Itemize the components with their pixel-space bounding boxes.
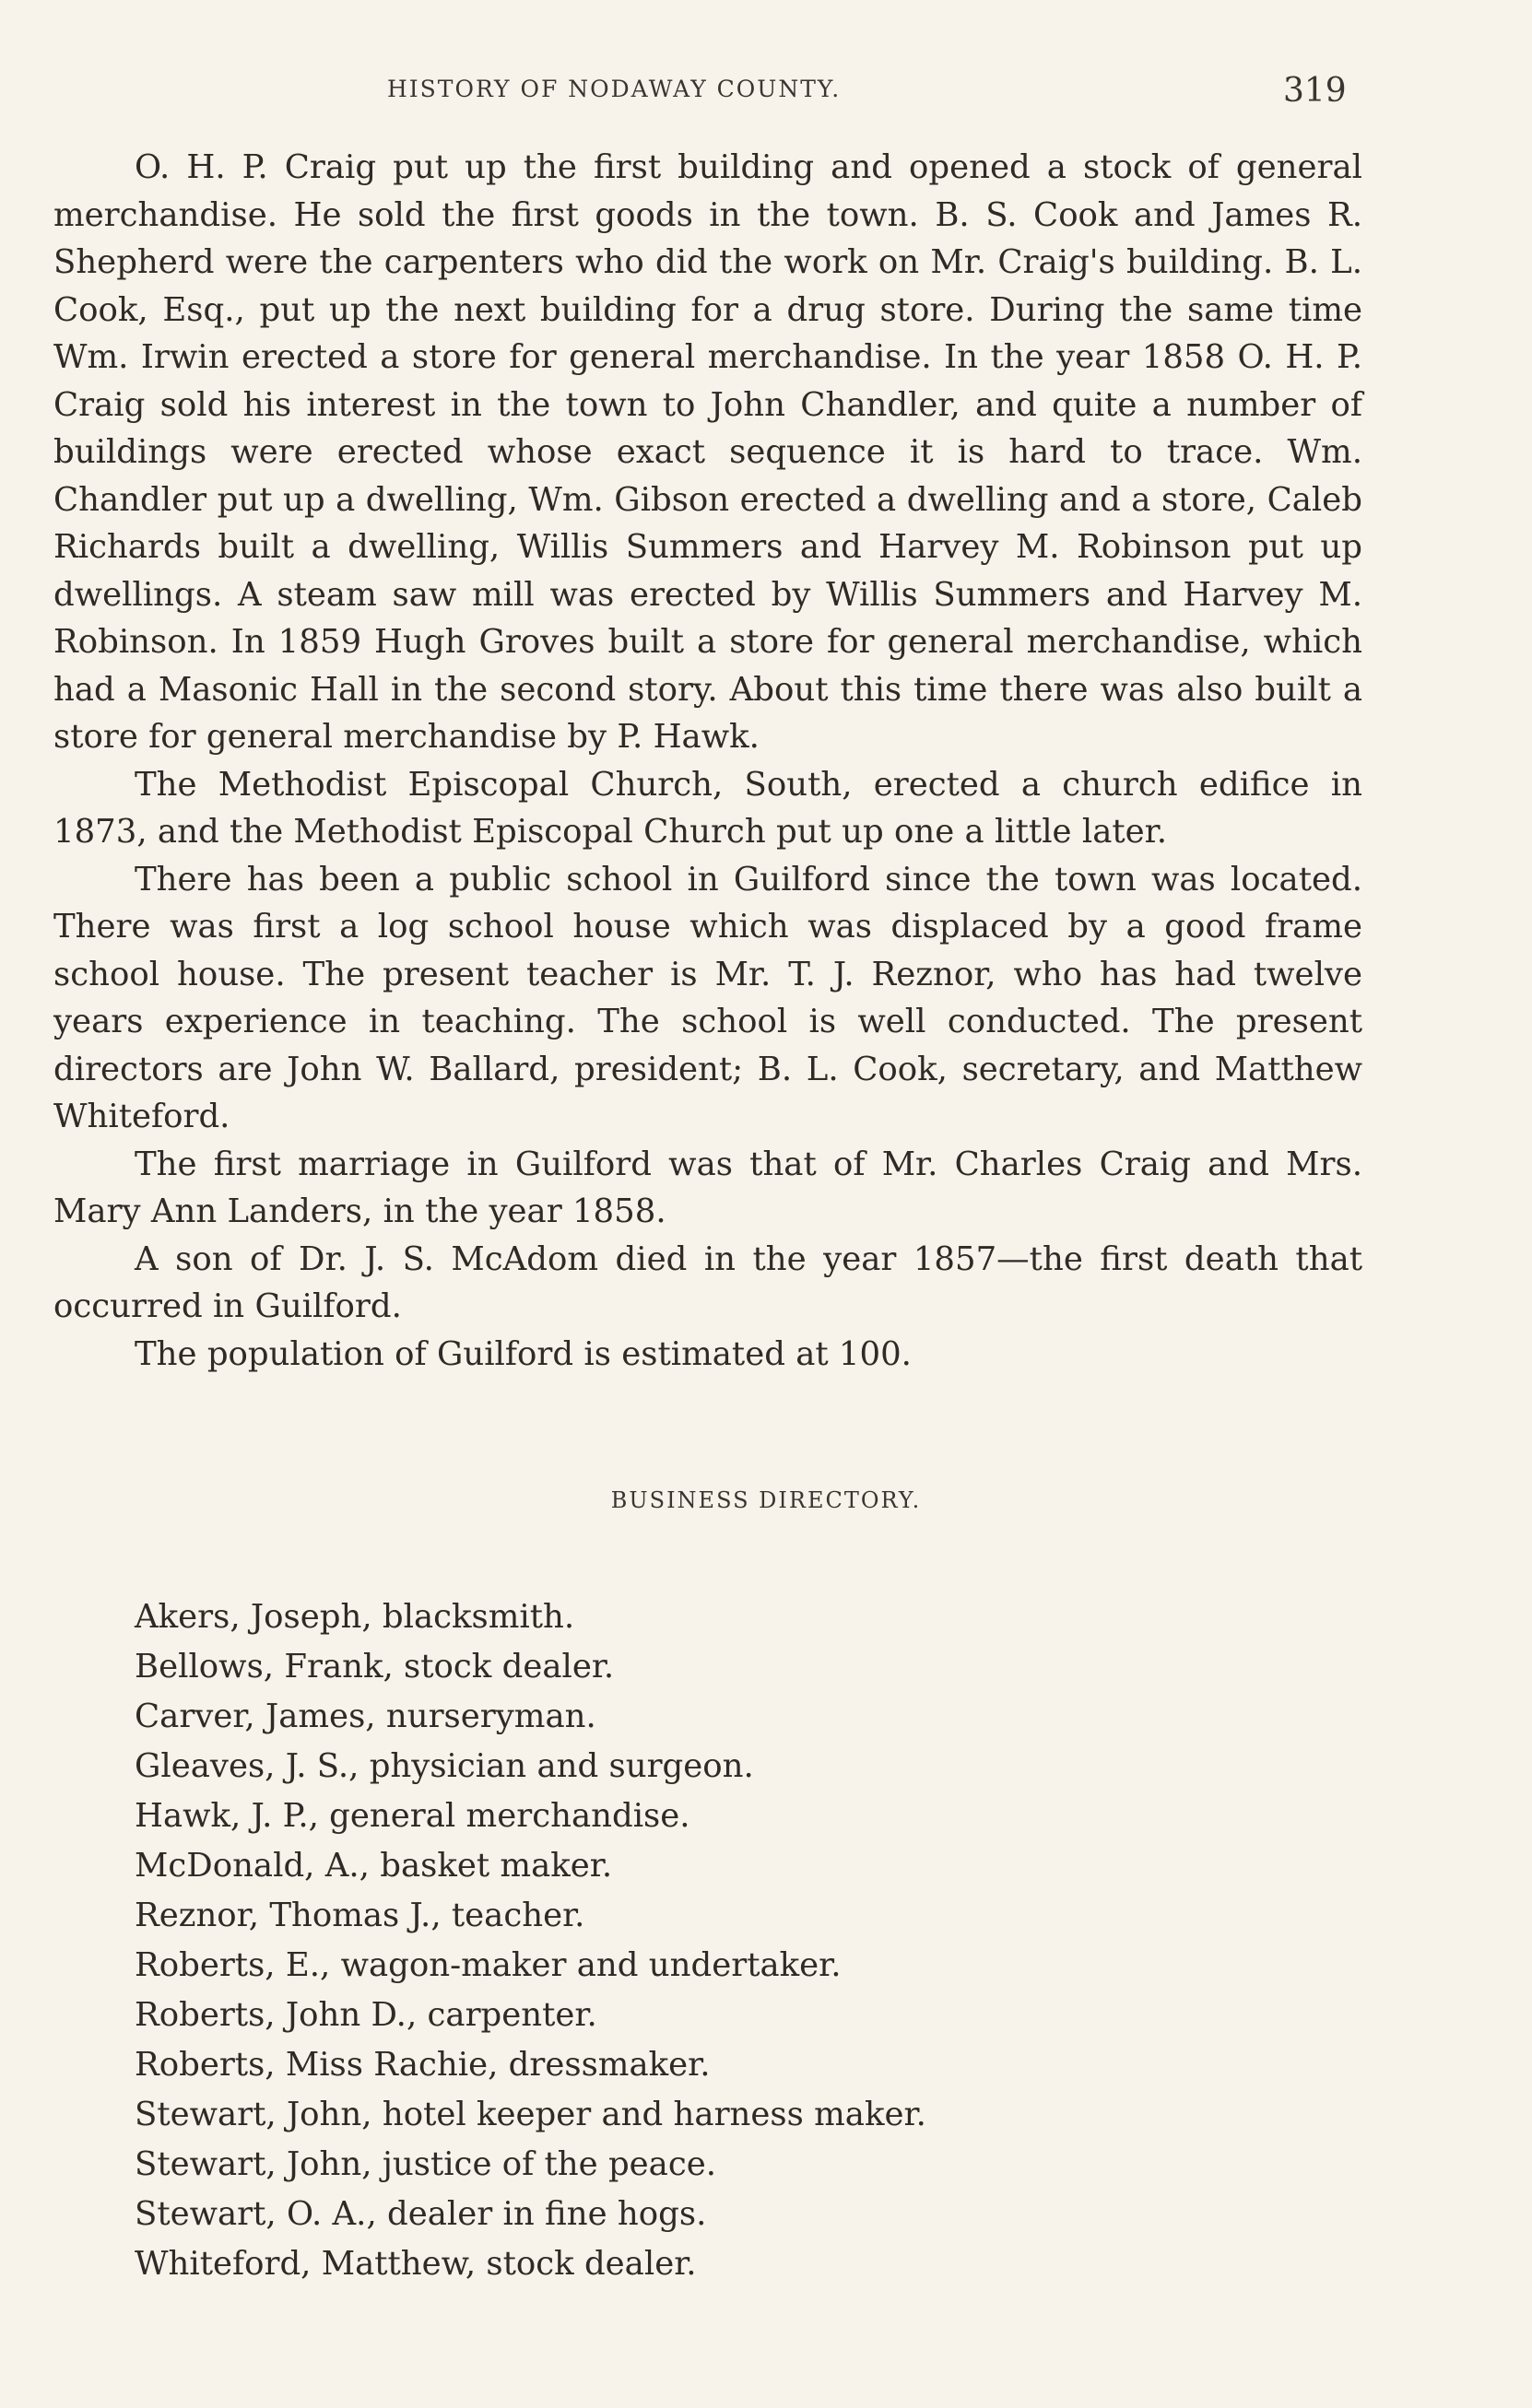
paragraph-churches: The Methodist Episcopal Church, South, erected a church edifice in 1873, and the Methodist Episcopal Church put up one a little later. [53, 765, 1362, 851]
list-item: Akers, Joseph, blacksmith. [135, 1598, 575, 1636]
paragraph-population: The population of Guilford is estimated at 100. [135, 1334, 912, 1373]
list-item: Roberts, Miss Rachie, dressmaker. [135, 2046, 711, 2084]
paragraph-first-death: A son of Dr. J. S. McAdom died in the year 1857—the first death that occurred in Guilford. [53, 1239, 1362, 1325]
list-item: Stewart, John, justice of the peace. [135, 2145, 717, 2183]
list-item: Roberts, John D., carpenter. [135, 1996, 597, 2034]
list-item: Stewart, John, hotel keeper and harness maker. [135, 2096, 926, 2133]
list-item: McDonald, A., basket maker. [135, 1847, 613, 1885]
list-item: Carver, James, nurseryman. [135, 1697, 596, 1735]
business-directory-list [135, 1592, 1241, 2289]
running-head: HISTORY OF NODAWAY COUNTY. [387, 76, 842, 102]
list-item: Stewart, O. A., dealer in fine hogs. [135, 2195, 707, 2233]
list-item: Hawk, J. P., general merchandise. [135, 1797, 690, 1835]
paragraph-school: There has been a public school in Guilford since the town was located. There was first a log school house which was displaced by a good frame school house. The present teacher is Mr. T. J. Reznor, who has had twelve years experience in teaching. The school is well conducted. The present directors are John W. Ballard, president; B. L. Cook, secretary, and Matthew Whiteford. [53, 860, 1362, 1135]
page-header [0, 72, 1532, 112]
page-number: 319 [1283, 72, 1347, 110]
list-item: Bellows, Frank, stock dealer. [135, 1648, 615, 1686]
list-item: Whiteford, Matthew, stock dealer. [135, 2245, 697, 2283]
list-item: Roberts, E., wagon-maker and undertaker. [135, 1946, 842, 1984]
paragraph-first-marriage: The first marriage in Guilford was that of Mr. Charles Craig and Mrs. Mary Ann Landers, in the year 1858. [53, 1145, 1362, 1230]
list-item: Gleaves, J. S., physician and surgeon. [135, 1747, 754, 1785]
body-text [53, 144, 1362, 1378]
paragraph-buildings: O. H. P. Craig put up the first building and opened a stock of general merchandise. He sold the first goods in the town. B. S. Cook and James R. Shepherd were the carpenters who did the work on Mr. Craig's building. B. L. Cook, Esq., put up the next building for a drug store. During the same time Wm. Irwin erected a store for general merchandise. In the year 1858 O. H. P. Craig sold his interest in the town to John Chandler, and quite a number of buildings were erected whose exact sequence it is hard to trace. Wm. Chandler put up a dwelling, Wm. Gibson erected a dwelling and a store, Caleb Richards built a dwelling, Willis Summers and Harvey M. Robinson put up dwellings. A steam saw mill was erected by Willis Summers and Harvey M. Robinson. In 1859 Hugh Groves built a store for general merchandise, which had a Masonic Hall in the second story. About this time there was also built a store for general merchandise by P. Hawk. [53, 148, 1362, 756]
list-item: Reznor, Thomas J., teacher. [135, 1897, 585, 1934]
directory-heading: BUSINESS DIRECTORY. [610, 1487, 922, 1513]
